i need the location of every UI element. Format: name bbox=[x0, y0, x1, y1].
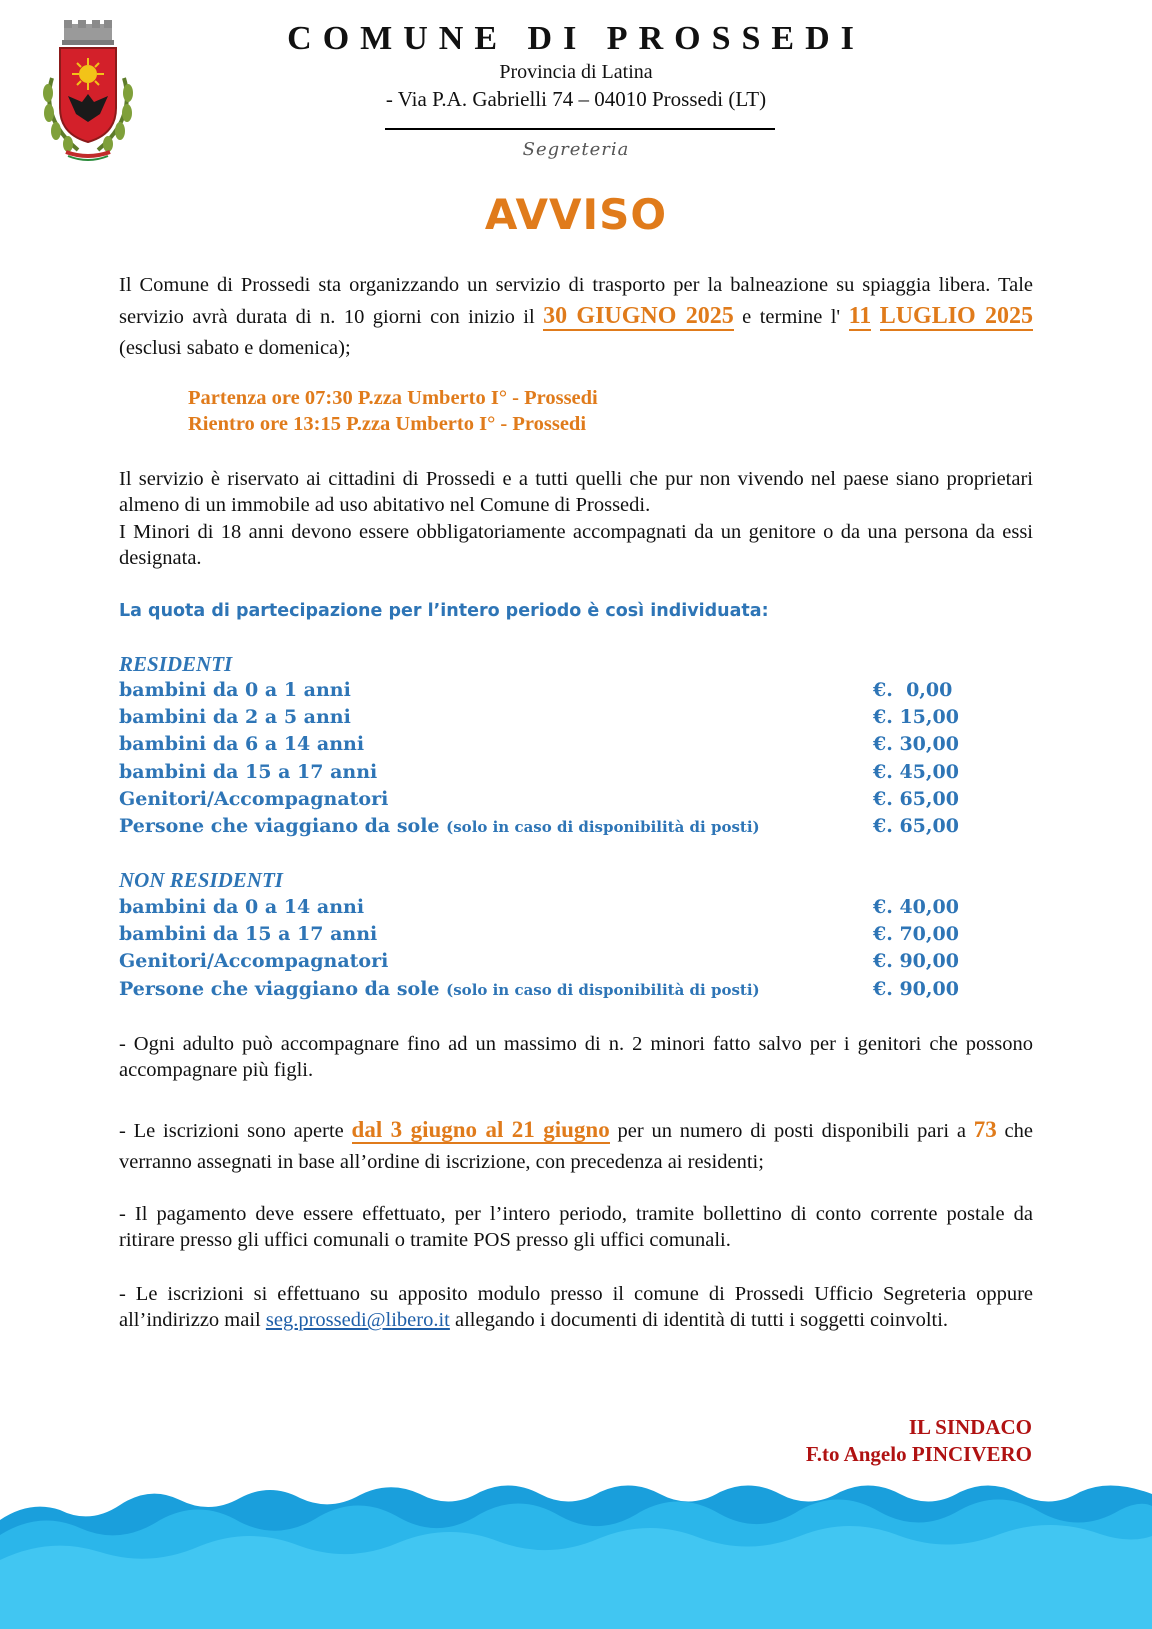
fee-price: €. 45,00 bbox=[873, 760, 959, 783]
non-residents-title: NON RESIDENTI bbox=[119, 868, 283, 892]
fee-category bbox=[119, 679, 351, 701]
fee-category-note: (solo in caso di disponibilità di posti) bbox=[446, 980, 760, 999]
fee-price: €. 40,00 bbox=[873, 896, 959, 918]
seat-count: 73 bbox=[973, 1117, 997, 1142]
fee-row bbox=[119, 978, 969, 1005]
fee-category bbox=[119, 815, 760, 837]
registration-rule bbox=[119, 1114, 1033, 1178]
intro-text-1: Il Comune di Prossedi sta organizzando un servizio di trasporto per la balneazione su spiaggia libera. Tale servizio avrà durata di n. 10 giorni con inizio il bbox=[119, 274, 1033, 328]
fee-price: €. 90,00 bbox=[873, 977, 959, 1000]
fee-row bbox=[119, 733, 969, 760]
form-text-1: - Le iscrizioni si effettuano su apposito modulo presso il comune di Prossedi Ufficio Segreteria oppure all’indirizzo mail bbox=[119, 1283, 1033, 1331]
fee-price: €. 90,00 bbox=[873, 950, 959, 973]
fee-category bbox=[119, 978, 760, 1000]
province-label: Provincia di Latina bbox=[499, 61, 653, 83]
municipality-title: COMUNE DI PROSSEDI bbox=[287, 20, 865, 57]
signature-role: IL SINDACO bbox=[908, 1415, 1032, 1439]
coat-of-arms-icon bbox=[38, 18, 138, 166]
fee-category bbox=[119, 706, 351, 728]
end-day: 11 bbox=[848, 303, 872, 329]
fee-category-note: (solo in caso di disponibilità di posti) bbox=[446, 818, 760, 836]
fee-category-label: bambini da 0 a 14 anni bbox=[119, 896, 365, 918]
start-date: 30 GIUGNO 2025 bbox=[543, 303, 734, 329]
fee-category-label: Persone che viaggiano da sole bbox=[119, 977, 440, 1000]
fee-price: €. 15,00 bbox=[873, 706, 959, 729]
fee-category-label: Genitori/Accompagnatori bbox=[119, 787, 389, 810]
registration-text-2: per un numero di posti disponibili pari a bbox=[609, 1120, 974, 1142]
registration-text-3: che verranno assegnati in base all’ordine di iscrizione, con precedenza ai residenti; bbox=[119, 1120, 1033, 1173]
eligibility-paragraph: Il servizio è riservato ai cittadini di Prossedi e a tutti quelli che pur non vivendo nel paese siano proprietari almeno di un immobile ad uso abitativo nel Comune di Prossedi. bbox=[119, 468, 1033, 516]
fee-row bbox=[119, 761, 969, 788]
fee-row bbox=[119, 706, 969, 733]
minors-paragraph: I Minori di 18 anni devono essere obbligatoriamente accompagnati da un genitore o da una persona da essi designata. bbox=[119, 521, 1033, 569]
adults-rule: - Ogni adulto può accompagnare fino ad un massimo di n. 2 minori fatto salvo per i genitori che possono accompagnare più figli. bbox=[119, 1033, 1033, 1081]
fee-price: €. 30,00 bbox=[873, 733, 959, 756]
fee-category-label: Persone che viaggiano da sole bbox=[119, 815, 440, 837]
intro-text-2: e termine l' bbox=[733, 306, 849, 328]
form-text-2: allegando i documenti di identità di tutti i soggetti coinvolti. bbox=[449, 1309, 949, 1331]
intro-text-3: (esclusi sabato e domenica); bbox=[119, 337, 351, 359]
fee-row bbox=[119, 896, 969, 923]
fee-price: €. 65,00 bbox=[873, 815, 959, 837]
fee-row bbox=[119, 815, 969, 842]
fee-category-label: bambini da 15 a 17 anni bbox=[119, 923, 378, 946]
notice-title: AVVISO bbox=[484, 190, 668, 239]
signature-name: F.to Angelo PINCIVERO bbox=[805, 1442, 1032, 1466]
fee-category bbox=[119, 923, 377, 945]
header-divider bbox=[385, 128, 775, 130]
fee-row bbox=[119, 679, 969, 706]
end-date: LUGLIO 2025 bbox=[879, 303, 1034, 329]
fee-category-label: bambini da 6 a 14 anni bbox=[119, 733, 365, 756]
fee-price: €. 70,00 bbox=[873, 923, 959, 946]
registration-text-1: - Le iscrizioni sono aperte bbox=[119, 1120, 352, 1142]
fee-intro: La quota di partecipazione per l’intero periodo è così individuata: bbox=[119, 601, 769, 621]
fee-price: €. 65,00 bbox=[873, 787, 959, 810]
email-link[interactable]: seg.prossedi@libero.it bbox=[265, 1309, 450, 1331]
fee-category bbox=[119, 733, 364, 755]
fee-category bbox=[119, 761, 377, 783]
return-time: Rientro ore 13:15 P.zza Umberto I° - Prossedi bbox=[188, 413, 587, 435]
form-rule bbox=[119, 1281, 1033, 1333]
fee-category-label: bambini da 15 a 17 anni bbox=[119, 760, 378, 783]
fee-category-label: bambini da 2 a 5 anni bbox=[119, 706, 351, 729]
fee-row bbox=[119, 923, 969, 950]
residents-title: RESIDENTI bbox=[119, 652, 233, 676]
fee-row bbox=[119, 950, 969, 977]
intro-paragraph bbox=[119, 270, 1033, 364]
waves-decoration bbox=[0, 1480, 1152, 1629]
departure-time: Partenza ore 07:30 P.zza Umberto I° - Prossedi bbox=[188, 387, 598, 409]
fee-category-label: Genitori/Accompagnatori bbox=[119, 950, 389, 973]
fee-category bbox=[119, 788, 388, 810]
registration-period: dal 3 giugno al 21 giugno bbox=[351, 1117, 610, 1142]
address-label: - Via P.A. Gabrielli 74 – 04010 Prossedi (LT) bbox=[385, 87, 767, 111]
fee-price: €. 0,00 bbox=[873, 679, 953, 701]
office-label: Segreteria bbox=[522, 139, 630, 160]
payment-rule: - Il pagamento deve essere effettuato, per l’intero periodo, tramite bollettino di conto corrente postale da ritirare presso gli uffici comunali o tramite POS presso gli uffici comunali. bbox=[119, 1203, 1033, 1251]
fee-category bbox=[119, 950, 388, 972]
fee-category-label: bambini da 0 a 1 anni bbox=[119, 679, 351, 701]
fee-row bbox=[119, 788, 969, 815]
fee-category bbox=[119, 896, 364, 918]
